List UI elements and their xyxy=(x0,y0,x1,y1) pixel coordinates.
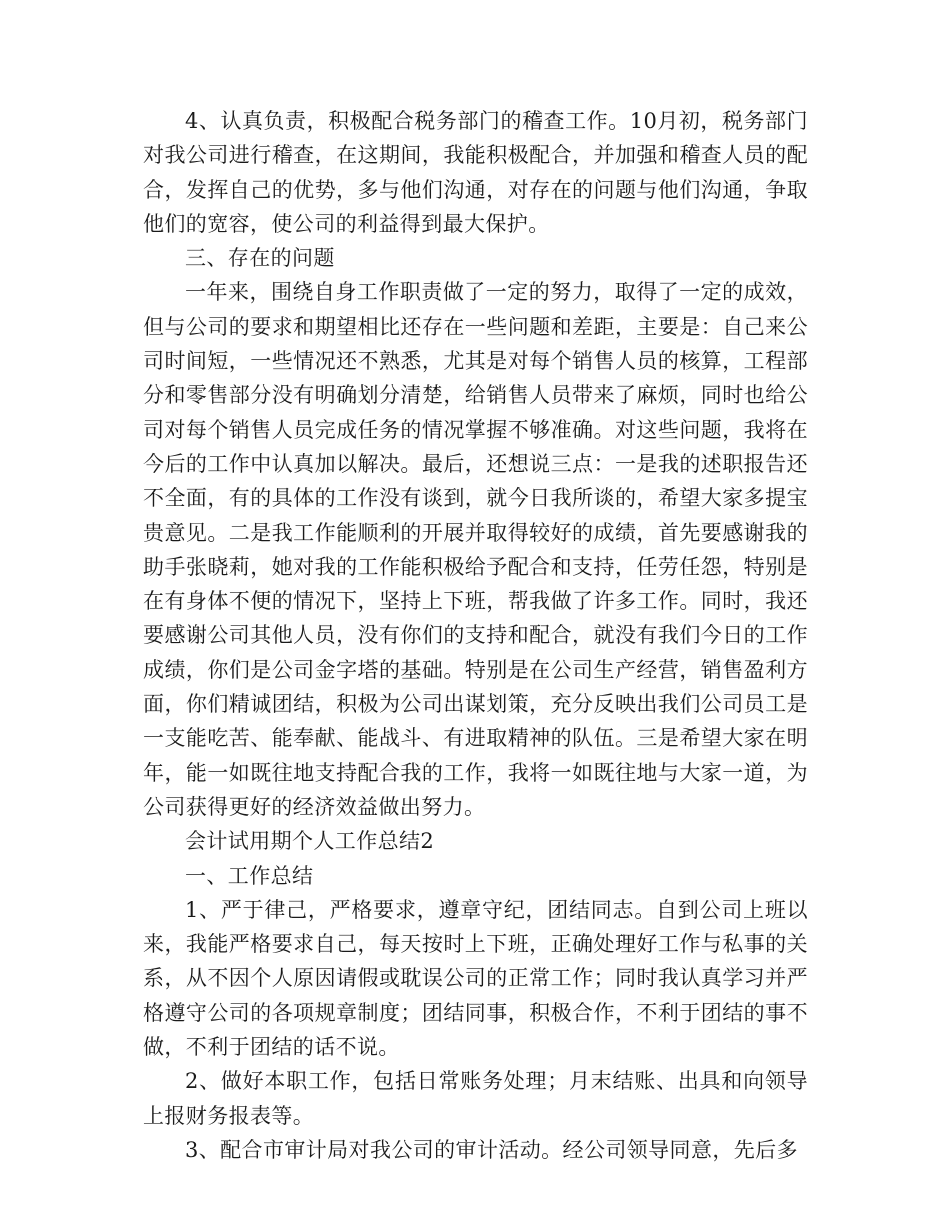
paragraph-discipline: 1、严于律己，严格要求，遵章守纪，团结同志。自到公司上班以来，我能严格要求自己，每天按时上下班，正确处理好工作与私事的关系，从不因个人原因请假或耽误公司的正常工作；同时我认真学习并严格遵守公司的各项规章制度；团结同事，积极合作，不利于团结的事不做，不利于团结的话不说。 xyxy=(143,897,808,1060)
document-body xyxy=(143,104,808,1167)
paragraph-tax-audit: 4、认真负责，积极配合税务部门的稽查工作。10月初，税务部门对我公司进行稽查，在这期间，我能积极配合，并加强和稽查人员的配合，发挥自己的优势，多与他们沟通，对存在的问题与他们沟通，争取他们的宽容，使公司的利益得到最大保护。 xyxy=(143,109,808,236)
section-heading-problems: 三、存在的问题 xyxy=(185,246,335,271)
paragraph-audit: 3、配合市审计局对我公司的审计活动。经公司领导同意，先后多 xyxy=(185,1137,798,1162)
section-heading-work-summary: 一、工作总结 xyxy=(185,863,314,888)
paragraph-duties: 2、做好本职工作，包括日常账务处理；月末结账、出具和向领导上报财务报表等。 xyxy=(143,1069,808,1128)
document-subtitle: 会计试用期个人工作总结2 xyxy=(185,829,435,854)
paragraph-problems: 一年来，围绕自身工作职责做了一定的努力，取得了一定的成效，但与公司的要求和期望相比还存在一些问题和差距，主要是：自己来公司时间短，一些情况还不熟悉，尤其是对每个销售人员的核算，工程部分和零售部分没有明确划分清楚，给销售人员带来了麻烦，同时也给公司对每个销售人员完成任务的情况掌握不够准确。对这些问题，我将在今后的工作中认真加以解决。最后，还想说三点：一是我的述职报告还不全面，有的具体的工作没有谈到，就今日我所谈的，希望大家多提宝贵意见。二是我工作能顺利的开展并取得较好的成绩，首先要感谢我的助手张晓莉，她对我的工作能积极给予配合和支持，任劳任怨，特别是在有身体不便的情况下，坚持上下班，帮我做了许多工作。同时，我还要感谢公司其他人员，没有你们的支持和配合，就没有我们今日的工作成绩，你们是公司金字塔的基础。特别是在公司生产经营，销售盈利方面，你们精诚团结，积极为公司出谋划策，充分反映出我们公司员工是一支能吃苦、能奉献、能战斗、有进取精神的队伍。三是希望大家在明年，能一如既往地支持配合我的工作，我将一如既往地与大家一道，为公司获得更好的经济效益做出努力。 xyxy=(143,280,808,819)
